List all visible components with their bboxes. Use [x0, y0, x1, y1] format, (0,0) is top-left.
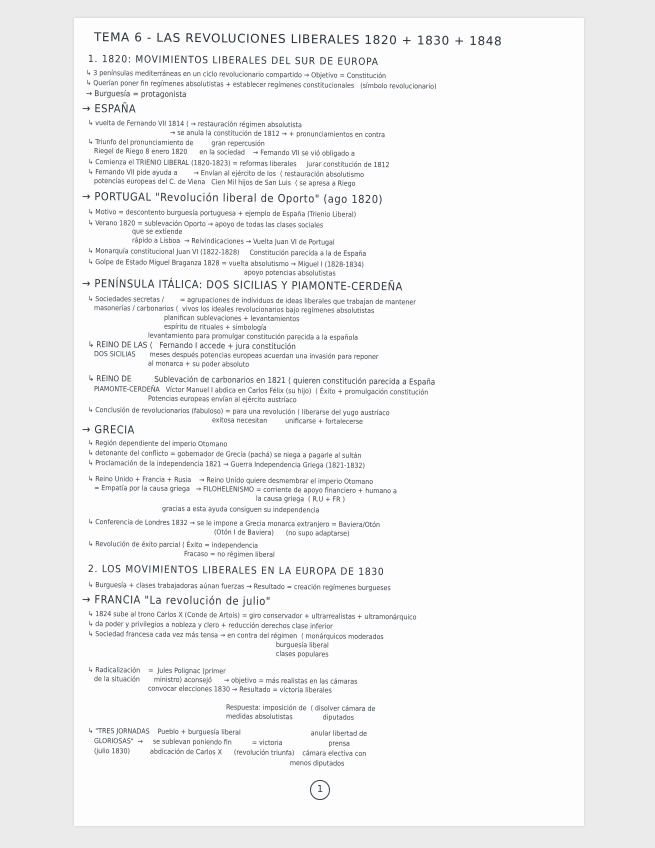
note-line: = Empatía por la causa griega → FILOHELENISMO = corriente de apoyo financiero + humano a — [87, 484, 397, 496]
note-line: ↳ 1824 sube al trono Carlos X (Conde de Artois) = giro conservador + ultrarrealistas + ultramonárquico — [87, 610, 417, 622]
note-line: exitosa necesitan unificarse + fortalecerse — [87, 415, 363, 426]
note-line: → Burguesía = protagonista — [85, 89, 187, 100]
note-line: ↳ da poder y privilegios a nobleza y clero + reducción derechos clase inferior — [87, 620, 333, 631]
greece-heading: → GRECIA — [81, 423, 135, 437]
note-line: ↳ Fernando VII pide ayuda a → Envían al ejército de los ⟨ restauración absolutismo — [87, 168, 365, 179]
note-line: convocar elecciones 1830 → Resultado = victoria liberales — [87, 684, 332, 695]
france-heading: → FRANCIA "La revolución de julio" — [81, 593, 271, 608]
spain-heading: → ESPAÑA — [81, 102, 137, 116]
note-line: DOS SICILIAS meses después potencias europeas acuerdan una invasión para reponer — [87, 350, 379, 362]
note-line: ↳ REINO DE Sublevación de carbonarios en 1821 ⟨ quieren constitución parecida a España — [87, 374, 436, 387]
page-title: TEMA 6 - LAS REVOLUCIONES LIBERALES 1820 + 1830 + 1848 — [93, 30, 503, 49]
note-line: → se anula la constitución de 1812 → + pronunciamientos en contra — [87, 128, 386, 140]
note-line: ↳ Radicalización = Jules Polignac (primer — [87, 666, 226, 676]
note-line: de la situación ministro) aconsejó → objetivo = más realistas en las cámaras — [87, 675, 358, 686]
note-line: espíritu de rituales + simbología — [87, 322, 267, 332]
note-line: burguesía liberal — [87, 639, 329, 650]
note-line: masonerías / carbonarios ⟨ vivos los ideales revolucionarios bajo regímenes absolutistas — [87, 304, 375, 315]
note-line: GLORIOSAS" → se sublevan poniendo fin = victoria prensa — [87, 737, 350, 748]
note-line: Fracaso = no régimen liberal — [87, 549, 275, 559]
note-line: ↳ Querían poner fin regímenes absolutistas + establecer regímenes constitucionales (símbolo revolucionario) — [85, 79, 437, 91]
note-line: ↳ Monarquía constitucional Juan VI (1822-1828) Constitución parecida a la de España — [87, 247, 367, 258]
note-line: apoyo potencias absolutistas — [87, 267, 336, 278]
note-line: ↳ Proclamación de la independencia 1821 → Guerra Independencia Griega (1821-1832) — [87, 459, 365, 470]
note-line: Riegel de Riego 8 enero 1820 en la sociedad → Fernando VII se vió obligado a — [87, 147, 355, 158]
note-line: (julio 1830) abdicación de Carlos X (revolución triunfa) cámara electiva con — [87, 747, 367, 758]
note-line: la causa griega ( R.U + FR ) — [87, 493, 346, 504]
note-line: (Otón I de Baviera) (no supo adaptarse) — [87, 527, 350, 538]
note-line: ↳ Golpe de Estado Miguel Braganza 1828 = vuelta absolutismo → Miguel I (1828-1834) — [87, 258, 364, 269]
note-line: ↳ Conferencia de Londres 1832 → se le impone a Grecia monarca extranjero = Baviera/Otón — [87, 518, 381, 530]
note-line: ↳ Reino Unido + Francia + Rusia → Reino Unido quiere desmembrar el imperio Otomano — [87, 475, 374, 486]
section-2-heading: 2. LOS MOVIMIENTOS LIBERALES EN LA EUROPA DE 1830 — [87, 564, 385, 579]
note-line: ↳ Conclusión de revolucionarios (fabuloso) = para una revolución ⟨ liberarse del yugo austríaco — [87, 406, 390, 418]
note-line: ↳ Sociedades secretas / = agrupaciones de individuos de ideas liberales que trabajan de mantener — [87, 295, 416, 307]
note-line: planifican sublevaciones + levantamientos — [87, 313, 300, 324]
note-line: Respuesta: imposición de ⟨ disolver cámara de — [87, 702, 376, 714]
portugal-heading: → PORTUGAL "Revolución liberal de Oporto" (ago 1820) — [81, 190, 383, 207]
note-line: al monarca + su poder absoluto — [87, 359, 250, 369]
note-line: menos diputados — [87, 757, 345, 768]
notebook-page — [74, 18, 584, 826]
note-line: ↳ Triunfo del pronunciamiento de gran repercusión — [87, 138, 265, 148]
note-line: Potencias europeas envían al ejército austríaco — [87, 394, 297, 405]
italy-heading: → PENÍNSULA ITÁLICA: DOS SICILIAS Y PIAMONTE-CERDEÑA — [81, 277, 403, 294]
note-line: clases populares — [87, 648, 329, 659]
note-line: PIAMONTE-CERDEÑA Víctor Manuel I abdica en Carlos Félix (su hijo) ⟨ Éxito + promulgación constitución — [87, 385, 429, 397]
page-number: 1 — [310, 780, 330, 800]
note-line: ↳ "TRES JORNADAS Pueblo + burguesía liberal anular libertad de — [87, 727, 368, 738]
note-line: potencias europeas del C. de Viena Cien Mil hijos de San Luis ⟨ se apresa a Riego — [87, 177, 356, 188]
note-line: ↳ Revolución de éxito parcial ⟨ Éxito = independencia — [87, 540, 259, 550]
note-line: gracias a esta ayuda consiguen su independencia — [87, 504, 320, 515]
note-line: ↳ 3 penínsulas mediterráneas en un ciclo revolucionario compartido → Objetivo = Constitución — [85, 69, 387, 81]
note-line: rápido a Lisboa → Reivindicaciones → Vuelta Juan VI de Portugal — [87, 236, 335, 247]
section-1-heading: 1. 1820: MOVIMIENTOS LIBERALES DEL SUR DE EUROPA — [87, 54, 379, 69]
note-line: que se extiende — [87, 227, 183, 236]
note-line: ↳ vuelta de Fernando VII 1814 ⟨ → restauración régimen absolutista — [87, 119, 302, 130]
note-line: ↳ detonante del conflicto = gobernador de Grecia (pachá) se niega a pagarle al sultán — [87, 449, 362, 460]
note-line: medidas absolutistas diputados — [87, 711, 354, 722]
note-line: ↳ Región dependiente del imperio Otomano — [87, 439, 228, 449]
note-line: levantamiento para promulgar constitución parecida a la española — [87, 331, 359, 342]
note-line: ↳ Sociedad francesa cada vez más tensa → en contra del régimen ⟨ monárquicos moderados — [87, 630, 384, 642]
note-line: ↳ Comienza el TRIENIO LIBERAL (1820-1823) = reformas liberales jurar constitución de 1812 — [87, 158, 390, 170]
note-line: ↳ Burguesía + clases trabajadoras aúnan fuerzas → Resultado = creación regímenes burgueses — [87, 581, 391, 593]
note-line: ↳ REINO DE LAS ⟨ Fernando I accede + jura constitución — [87, 340, 296, 352]
note-line: ↳ Motivo = descontento burguesía portuguesa + ejemplo de España (Trienio Liberal) — [87, 208, 357, 219]
note-line: ↳ Verano 1820 = sublevación Oporto → apoyo de todas las clases sociales — [87, 219, 324, 230]
